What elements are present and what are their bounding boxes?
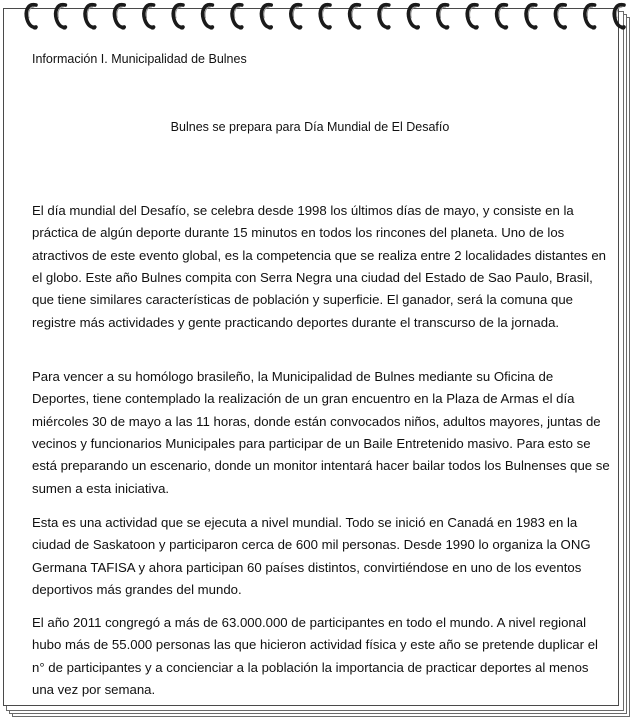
spiral-binding-ring-icon — [85, 5, 96, 30]
notebook-page — [3, 8, 619, 706]
spiral-binding-ring-icon — [497, 5, 508, 30]
paragraph-4: El año 2011 congregó a más de 63.000.000 de participantes en todo el mundo. A nivel regional hubo más de 55.000 personas las que hicieron actividad física y este año se pretende duplicar el n° de participantes y a concienciar a la población la importancia de practicar deportes al menos una vez por semana. — [32, 615, 598, 698]
spiral-binding-ring-icon — [261, 5, 272, 30]
spiral-binding-ring-icon — [408, 5, 419, 30]
paragraph-2: Para vencer a su homólogo brasileño, la Municipalidad de Bulnes mediante su Oficina de Deportes, tiene contemplado la realización de un gran encuentro en la Plaza de Armas el día miércoles 30 de mayo a las 11 horas, donde están convocados niños, adultos mayores, juntas de vecinos y funcionarios Municipales para participar de un Baile Entretenido masivo. Para esto se está preparando un escenario, donde un monitor intentará hacer bailar todos los Bulnenses que se sumen a esta iniciativa. — [32, 369, 610, 496]
spiral-binding — [0, 0, 635, 36]
spiral-binding-ring-icon — [467, 5, 478, 30]
spiral-binding-ring-icon — [26, 5, 37, 30]
spiral-binding-ring-icon — [526, 5, 537, 30]
spiral-binding-ring-icon — [291, 5, 302, 30]
spiral-binding-ring-icon — [320, 5, 331, 30]
paragraph-1: El día mundial del Desafío, se celebra desde 1998 los últimos días de mayo, y consiste en la práctica de algún deporte durante 15 minutos en todos los rincones del planeta. Uno de los atractivos de este evento global, es la competencia que se realiza entre 2 localidades distantes en el globo. Este año Bulnes compita con Serra Negra una ciudad del Estado de Sao Paulo, Brasil, que tiene similares características de población y superficie. El ganador, será la comuna que registre más actividades y gente practicando deportes durante el transcurso de la jornada. — [32, 203, 607, 330]
spiral-binding-ring-icon — [56, 5, 67, 30]
spiral-binding-ring-icon — [350, 5, 361, 30]
spiral-binding-ring-icon — [379, 5, 390, 30]
spiral-binding-ring-icon — [232, 5, 243, 30]
spiral-binding-ring-icon — [114, 5, 125, 30]
spiral-binding-ring-icon — [555, 5, 566, 30]
spiral-binding-ring-icon — [585, 5, 596, 30]
document-title: Bulnes se prepara para Día Mundial de El Desafío — [170, 120, 450, 134]
spiral-binding-ring-icon — [203, 5, 214, 30]
spiral-binding-ring-icon — [144, 5, 155, 30]
spiral-binding-ring-icon — [614, 5, 625, 30]
paragraph-3: Esta es una actividad que se ejecuta a nivel mundial. Todo se inició en Canadá en 1983 en la ciudad de Saskatoon y participaron cerca de 600 mil personas. Desde 1990 lo organiza la ONG Germana TAFISA y ahora participan 60 países distintos, convirtiéndose en uno de los eventos deportivos más grandes del mundo. — [32, 515, 591, 598]
spiral-binding-ring-icon — [173, 5, 184, 30]
spiral-binding-ring-icon — [438, 5, 449, 30]
document-header: Información I. Municipalidad de Bulnes — [32, 52, 247, 66]
